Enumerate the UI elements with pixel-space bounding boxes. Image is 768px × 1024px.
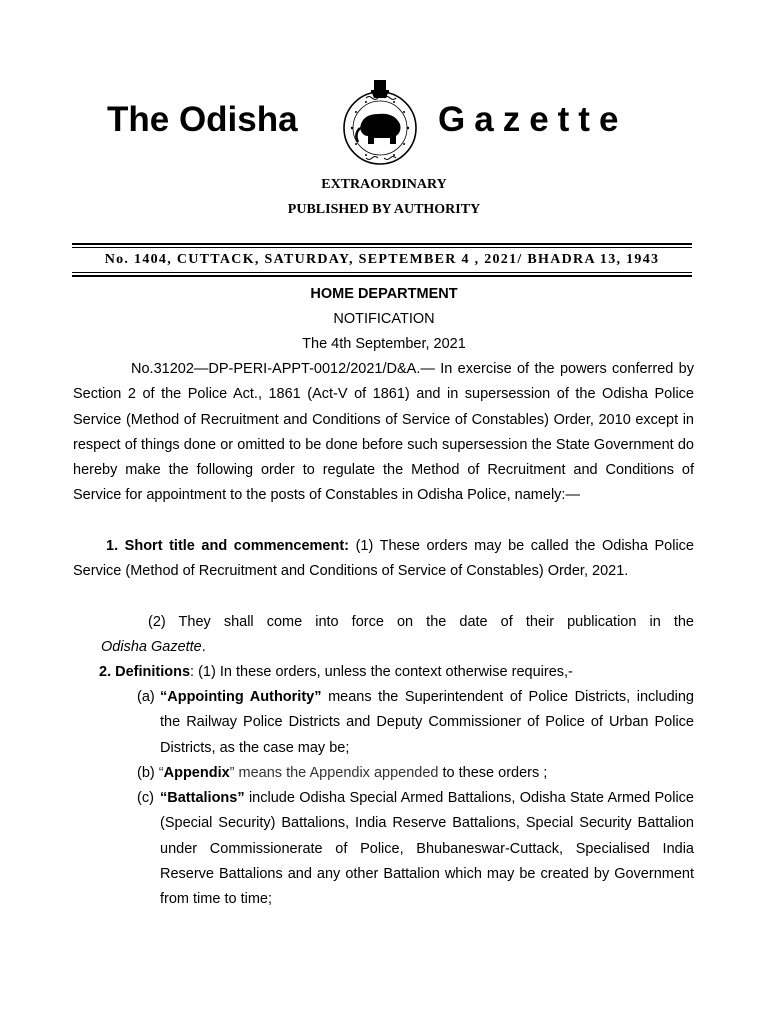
header-rule-top bbox=[72, 243, 692, 245]
item-a-text: “Appointing Authority” means the Superintendent of Police Districts, including the Railway Police Districts and Deputy Commissioner of Police of Urban Police Districts, as the case may be; bbox=[160, 689, 694, 756]
published-by-authority-label: PUBLISHED BY AUTHORITY bbox=[287, 202, 481, 217]
item-b-term: Appendix bbox=[163, 765, 230, 781]
notification-date: The 4th September, 2021 bbox=[302, 336, 466, 352]
header-rule-bottom bbox=[72, 275, 692, 277]
odisha-emblem-icon bbox=[330, 78, 430, 166]
section-1-sub2-line: (2) They shall come into force on the date of their publication in the bbox=[148, 614, 694, 630]
section-1-heading: 1. Short title and commencement: bbox=[106, 538, 350, 554]
gazette-title-right: Gazette bbox=[438, 100, 628, 139]
item-c-term: “Battalions” bbox=[160, 790, 245, 806]
extraordinary-label: EXTRAORDINARY bbox=[321, 177, 447, 192]
item-c-marker: (c) bbox=[137, 790, 154, 806]
header-rule-bottom-thin bbox=[72, 272, 692, 273]
gazette-reference: Odisha Gazette bbox=[101, 639, 202, 655]
preamble-paragraph: No.31202—DP-PERI-APPT-0012/2021/D&A.— In exercise of the powers conferred by Section 2 of the Police Act., 1861 (Act-V of 1861) and in supersession of the Odisha Police Service (Method of Recruitment and Conditions of Service of Constables) Order, 2010 except in respect of things done or omitted to be done before such supersession the State Government do hereby make the following order to regulate the Method of Recruitment and Conditions of Service for appointment to the posts of Constables in Odisha Police, namely:— bbox=[73, 361, 694, 504]
gazette-title-left: The Odisha bbox=[107, 100, 298, 139]
section-1-text: (1) These orders may be called the Odisha Police Service (Method of Recruitment and Conditions of Service of Constables) Order, 2021. bbox=[73, 538, 694, 580]
section-1-paragraph bbox=[73, 534, 694, 585]
item-a-term: “Appointing Authority” bbox=[160, 689, 322, 705]
item-a-marker: (a) bbox=[137, 689, 155, 705]
item-c-text: “Battalions” include Odisha Special Armed Battalions, Odisha State Armed Police (Special Security) Battalions, India Reserve Battalions, Special Security Battalion under Commissionerate of Police, Bhubaneswar-Cuttack, Specialised India Reserve Battalions and any other Battalion which may be created by Government from time to time; bbox=[160, 790, 694, 908]
issue-line: No. 1404, CUTTACK, SATURDAY, SEPTEMBER 4 , 2021/ BHADRA 13, 1943 bbox=[104, 252, 660, 267]
header-rule-top-thin bbox=[72, 247, 692, 248]
item-b-line: (b) “Appendix” means the Appendix appended to these orders ; bbox=[137, 765, 548, 781]
notification-title: NOTIFICATION bbox=[333, 311, 435, 327]
section-2-intro: 2. Definitions: (1) In these orders, unless the context otherwise requires,- bbox=[99, 664, 573, 680]
section-2-heading: Definitions bbox=[115, 664, 191, 680]
gazette-masthead bbox=[0, 78, 768, 168]
section-1-sub2-end: Odisha Gazette. bbox=[101, 639, 206, 655]
department-title: HOME DEPARTMENT bbox=[310, 286, 458, 302]
